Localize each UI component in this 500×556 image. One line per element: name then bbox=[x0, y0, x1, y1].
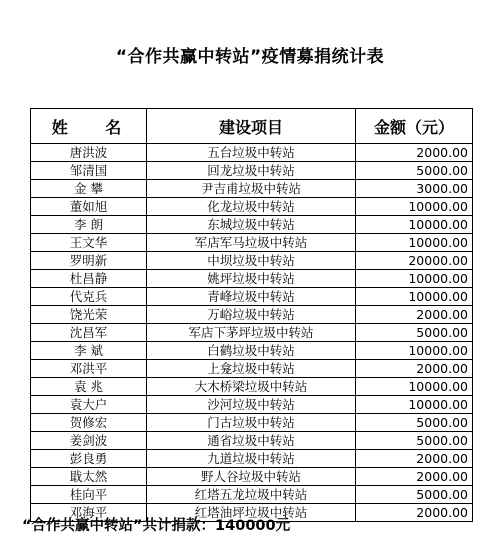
project-cell: 中坝垃圾中转站 bbox=[147, 252, 356, 270]
table-row bbox=[31, 396, 473, 414]
amount-cell: 5000.00 bbox=[356, 324, 473, 342]
project-cell: 尹吉甫垃圾中转站 bbox=[147, 180, 356, 198]
page-title: “合作共赢中转站”疫情募捐统计表 bbox=[115, 47, 385, 67]
project-cell: 姚坪垃圾中转站 bbox=[147, 270, 356, 288]
amount-cell: 5000.00 bbox=[356, 414, 473, 432]
amount-cell: 10000.00 bbox=[356, 216, 473, 234]
project-cell: 红塔油坪垃圾中转站 bbox=[147, 504, 356, 522]
amount-cell: 10000.00 bbox=[356, 378, 473, 396]
table-row bbox=[31, 486, 473, 504]
table-row bbox=[31, 342, 473, 360]
project-cell: 白鹤垃圾中转站 bbox=[147, 342, 356, 360]
donor-name-cell: 贺修宏 bbox=[31, 414, 147, 432]
amount-cell: 3000.00 bbox=[356, 180, 473, 198]
amount-cell: 20000.00 bbox=[356, 252, 473, 270]
amount-cell: 2000.00 bbox=[356, 306, 473, 324]
donor-name-cell: 代克兵 bbox=[31, 288, 147, 306]
table-header-row bbox=[31, 109, 473, 144]
table-row bbox=[31, 432, 473, 450]
donor-name-cell: 杜昌静 bbox=[31, 270, 147, 288]
project-cell: 通省垃圾中转站 bbox=[147, 432, 356, 450]
donor-name-cell: 邓海平 bbox=[31, 504, 147, 522]
table-row bbox=[31, 216, 473, 234]
table-row bbox=[31, 144, 473, 162]
project-cell: 回龙垃圾中转站 bbox=[147, 162, 356, 180]
amount-cell: 2000.00 bbox=[356, 450, 473, 468]
donor-name-cell: 李 朗 bbox=[31, 216, 147, 234]
donor-name-cell: 戢太然 bbox=[31, 468, 147, 486]
project-cell: 野人谷垃圾中转站 bbox=[147, 468, 356, 486]
table-row bbox=[31, 414, 473, 432]
amount-cell: 2000.00 bbox=[356, 504, 473, 522]
donor-name-cell: 饶光荣 bbox=[31, 306, 147, 324]
column-header-name: 姓 名 bbox=[31, 109, 147, 144]
table-row bbox=[31, 234, 473, 252]
table-row bbox=[31, 198, 473, 216]
project-cell: 门古垃圾中转站 bbox=[147, 414, 356, 432]
amount-cell: 10000.00 bbox=[356, 198, 473, 216]
project-cell: 五台垃圾中转站 bbox=[147, 144, 356, 162]
donation-table bbox=[30, 108, 473, 522]
project-cell: 东城垃圾中转站 bbox=[147, 216, 356, 234]
project-cell: 九道垃圾中转站 bbox=[147, 450, 356, 468]
amount-cell: 10000.00 bbox=[356, 270, 473, 288]
donor-name-cell: 王文华 bbox=[31, 234, 147, 252]
column-header-amount: 金额（元） bbox=[356, 109, 473, 144]
donor-name-cell: 金 攀 bbox=[31, 180, 147, 198]
amount-cell: 10000.00 bbox=[356, 234, 473, 252]
table-row bbox=[31, 180, 473, 198]
project-cell: 沙河垃圾中转站 bbox=[147, 396, 356, 414]
amount-cell: 10000.00 bbox=[356, 342, 473, 360]
table-row bbox=[31, 360, 473, 378]
amount-cell: 10000.00 bbox=[356, 396, 473, 414]
table-row bbox=[31, 378, 473, 396]
amount-cell: 10000.00 bbox=[356, 288, 473, 306]
table-row bbox=[31, 324, 473, 342]
donor-name-cell: 袁 兆 bbox=[31, 378, 147, 396]
donor-name-cell: 桂向平 bbox=[31, 486, 147, 504]
project-cell: 万峪垃圾中转站 bbox=[147, 306, 356, 324]
table-row bbox=[31, 450, 473, 468]
project-cell: 军店军马垃圾中转站 bbox=[147, 234, 356, 252]
donor-name-cell: 李 斌 bbox=[31, 342, 147, 360]
donor-name-cell: 袁大户 bbox=[31, 396, 147, 414]
table-row bbox=[31, 306, 473, 324]
amount-cell: 5000.00 bbox=[356, 486, 473, 504]
project-cell: 军店下茅坪垃圾中转站 bbox=[147, 324, 356, 342]
table-row bbox=[31, 270, 473, 288]
project-cell: 化龙垃圾中转站 bbox=[147, 198, 356, 216]
project-cell: 大木桥梁垃圾中转站 bbox=[147, 378, 356, 396]
amount-cell: 2000.00 bbox=[356, 144, 473, 162]
project-cell: 上龛垃圾中转站 bbox=[147, 360, 356, 378]
total-summary: “合作共赢中转站”共计捐款：140000元 bbox=[22, 518, 291, 534]
amount-cell: 2000.00 bbox=[356, 360, 473, 378]
donor-name-cell: 邹清国 bbox=[31, 162, 147, 180]
table-row bbox=[31, 468, 473, 486]
table-body bbox=[31, 144, 473, 522]
column-header-project: 建设项目 bbox=[147, 109, 356, 144]
amount-cell: 2000.00 bbox=[356, 468, 473, 486]
amount-cell: 5000.00 bbox=[356, 432, 473, 450]
table-row bbox=[31, 288, 473, 306]
project-cell: 红塔五龙垃圾中转站 bbox=[147, 486, 356, 504]
table-row bbox=[31, 252, 473, 270]
project-cell: 青峰垃圾中转站 bbox=[147, 288, 356, 306]
donor-name-cell: 沈昌军 bbox=[31, 324, 147, 342]
donor-name-cell: 董如旭 bbox=[31, 198, 147, 216]
donor-name-cell: 唐洪波 bbox=[31, 144, 147, 162]
donor-name-cell: 邓洪平 bbox=[31, 360, 147, 378]
table-row bbox=[31, 162, 473, 180]
donor-name-cell: 彭良勇 bbox=[31, 450, 147, 468]
amount-cell: 5000.00 bbox=[356, 162, 473, 180]
donor-name-cell: 姜剑波 bbox=[31, 432, 147, 450]
donor-name-cell: 罗明新 bbox=[31, 252, 147, 270]
